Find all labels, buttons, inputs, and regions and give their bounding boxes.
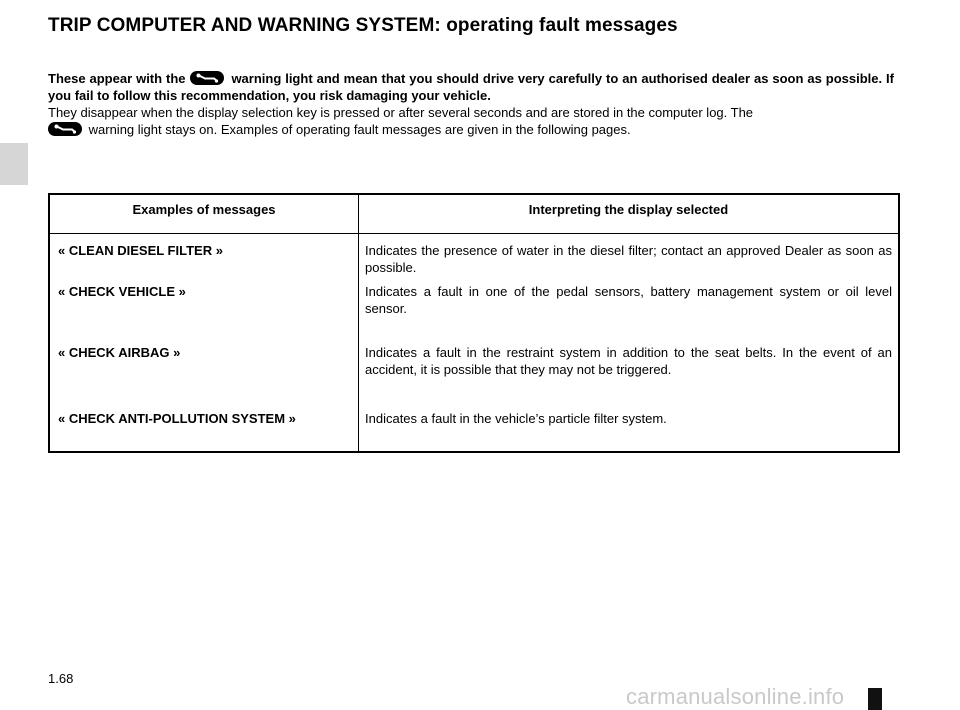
- intro-normal-part1: They disappear when the display selection key is pressed or after several seconds and are stored in the computer log. The: [48, 105, 754, 120]
- chapter-side-tab: [0, 143, 28, 185]
- message-cell: « CHECK VEHICLE »: [49, 283, 359, 344]
- wrench-warning-icon: [190, 71, 224, 85]
- message-cell: « CHECK ANTI-POLLUTION SYSTEM »: [49, 410, 359, 452]
- table-row: [49, 283, 899, 344]
- table-row: [49, 344, 899, 410]
- header-examples: Examples of messages: [49, 194, 359, 234]
- intro-normal-part2: warning light stays on. Examples of operating fault messages are given in the following pages.: [88, 122, 631, 137]
- table-row: [49, 410, 899, 452]
- intro-text: [48, 70, 894, 138]
- intro-bold-part1: These appear with the: [48, 71, 186, 86]
- table-row: [49, 234, 899, 284]
- message-cell: « CLEAN DIESEL FILTER »: [49, 234, 359, 284]
- corner-mark: [868, 688, 882, 710]
- meaning-cell: Indicates the presence of water in the diesel filter; contact an approved Dealer as soon as possible.: [365, 243, 892, 275]
- watermark: carmanualsonline.info: [626, 684, 845, 709]
- header-interpreting: Interpreting the display selected: [359, 194, 900, 234]
- page-number: 1.68: [48, 671, 74, 686]
- meaning-cell: Indicates a fault in the vehicle’s particle filter system.: [365, 411, 667, 426]
- message-cell: « CHECK AIRBAG »: [49, 344, 359, 410]
- page-title: TRIP COMPUTER AND WARNING SYSTEM: operating fault messages: [48, 15, 678, 36]
- meaning-cell: Indicates a fault in the restraint system in addition to the seat belts. In the event of an accident, it is possible that they may not be triggered.: [365, 345, 892, 377]
- wrench-warning-icon: [48, 122, 82, 136]
- messages-table: [48, 193, 900, 453]
- table-header-row: [49, 194, 899, 234]
- intro-normal-paragraph: [48, 104, 894, 138]
- meaning-cell: Indicates a fault in one of the pedal sensors, battery management system or oil level sensor.: [365, 284, 892, 316]
- intro-bold-paragraph: [48, 70, 894, 104]
- intro-bold-part2: warning light and mean that you should drive very carefully to an authorised dealer as soon as possible. If you fail to follow this recommendation, you risk damaging your vehicle.: [48, 71, 894, 103]
